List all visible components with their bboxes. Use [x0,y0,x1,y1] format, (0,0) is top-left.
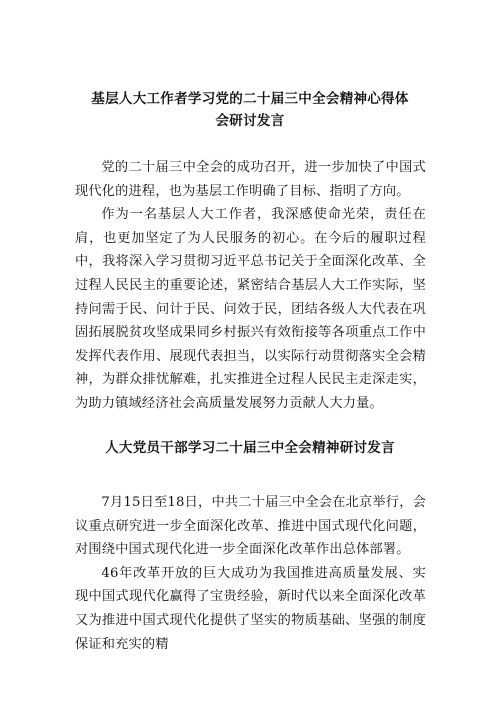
body-paragraph: 46年改革开放的巨大成功为我国推进高质量发展、实现中国式现代化赢得了宝贵经验，新时代以来全面深化改革又为推进中国式现代化提供了坚实的物质基础、坚强的制度保证和充实的精 [75,565,426,652]
body-paragraph: 作为一名基层人大工作者，我深感使命光荣，责任在肩，也更加坚定了为人民服务的初心。在今后的履职过程中，我将深入学习贯彻习近平总书记关于全面深化改革、全过程人民民主的重要论述，紧密结合基层人大工作实际，坚持问需于民、问计于民、问效于民，团结各级人大代表在巩固拓展脱贫攻坚成果同乡村振兴有效衔接等各项重点工作中发挥代表作用、展现代表担当，以实际行动贯彻落实全会精神，为群众排忧解难，扎实推进全过程人民民主走深走实，为助力镇域经济社会高质量发展努力贡献人大力量。 [75,207,426,411]
document-body [75,156,426,416]
document-title [70,88,430,132]
document-title-line: 会研讨发言 [215,113,285,129]
document-title-line: 基层人大工作者学习党的二十届三中全会精神心得体 [91,91,409,107]
body-paragraph: 党的二十届三中全会的成功召开，进一步加快了中国式现代化的进程，也为基层工作明确了目标、指明了方向。 [75,160,426,199]
body-paragraph: 7月15日至18日，中共二十届三中全会在北京举行，会议重点研究进一步全面深化改革、推进中国式现代化问题，对围绕中国式现代化进一步全面深化改革作出总体部署。 [75,495,426,558]
section-body [75,491,426,656]
section-title: 人大党员干部学习二十届三中全会精神研讨发言 [105,440,395,456]
